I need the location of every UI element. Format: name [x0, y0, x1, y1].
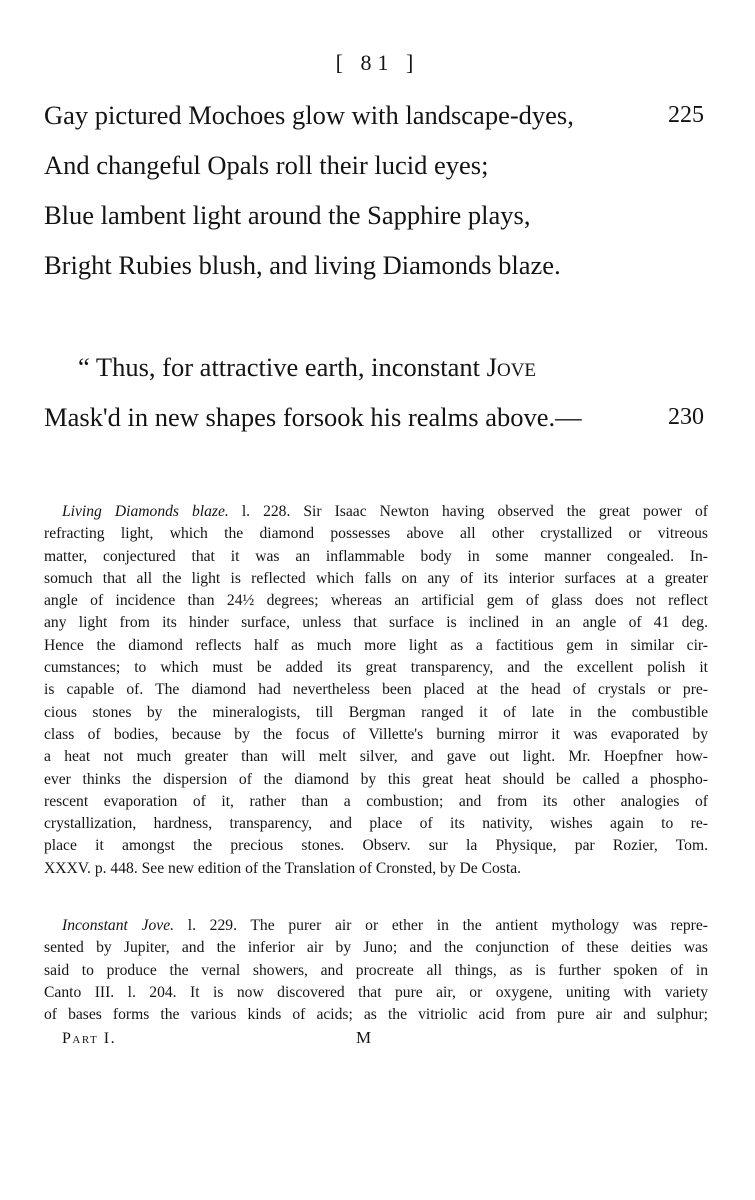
note-line: a heat not much greater than will melt silver, and gave out light. Mr. Hoepfner how-: [44, 748, 708, 766]
verse-line: [44, 400, 704, 434]
note-line: cumstances; to which must be added its great transparency, and the excellent polish it: [44, 659, 708, 677]
note-line: ever thinks the dispersion of the diamond by this great heat should be called a phospho-: [44, 770, 708, 788]
verse-line: [78, 350, 704, 384]
note-line: somuch that all the light is reflected which falls on any of its interior surfaces at a greater: [44, 569, 708, 587]
note-line: said to produce the vernal showers, and procreate all things, as is further spoken of in: [44, 961, 708, 979]
note-line: rescent evaporation of it, rather than a combustion; and from its other analogies of: [44, 792, 708, 810]
note-line: Living Diamonds blaze. l. 228. Sir Isaac Newton having observed the great power of: [62, 503, 708, 520]
note-line: place it amongst the precious stones. Observ. sur la Physique, par Rozier, Tom.: [44, 837, 708, 855]
footnote-jove: [44, 915, 708, 1026]
footnote-diamonds: [44, 501, 708, 880]
verse-line: [44, 198, 704, 232]
note-line: refracting light, which the diamond possesses above all other crystallized or vitreous: [44, 525, 708, 543]
page-number: [ 81 ]: [335, 50, 420, 75]
note-line: class of bodies, because by the focus of Villette's burning mirror it was evaporated by: [44, 725, 708, 743]
note-line: XXXV. p. 448. See new edition of the Translation of Cronsted, by De Costa.: [44, 859, 522, 877]
note-line: cious stones by the mineralogists, till Bergman ranged it of late in the combustible: [44, 703, 708, 721]
note-line: of bases forms the various kinds of acids; as the vitriolic acid from pure air and sulphur;: [44, 1006, 708, 1024]
verse-text: Bright Rubies blush, and living Diamonds blaze.: [44, 250, 561, 280]
note-line: sented by Jupiter, and the inferior air by Juno; and the conjunction of these deities was: [44, 939, 708, 957]
signature-mark: M: [356, 1028, 372, 1047]
line-number: 225: [668, 102, 704, 128]
verse-text: Blue lambent light around the Sapphire plays,: [44, 200, 531, 230]
note-line: angle of incidence than 24½ degrees; whereas an artificial gem of glass does not reflect: [44, 592, 708, 610]
note-lemma: Living Diamonds blaze.: [62, 503, 229, 520]
note-lemma: Inconstant Jove.: [62, 917, 175, 934]
verse-smallcaps-word: Jove: [486, 352, 537, 382]
note-line: Hence the diamond reflects half as much more light as a factitious gem in similar cir-: [44, 636, 708, 654]
verse-line: [44, 148, 704, 182]
verse-text: Mask'd in new shapes forsook his realms above.—: [44, 402, 582, 432]
line-number: 230: [668, 404, 704, 430]
verse-line: [44, 248, 704, 282]
verse-text: And changeful Opals roll their lucid eyes;: [44, 150, 489, 180]
note-line: matter, conjectured that it was an inflammable body in some manner congealed. In-: [44, 547, 708, 565]
verse-line: [44, 98, 704, 132]
verse-text: “ Thus, for attractive earth, inconstant: [78, 352, 481, 382]
note-line: crystallization, hardness, transparency, and place of its nativity, wishes again to re-: [44, 815, 708, 833]
part-label: Part I.: [62, 1030, 117, 1047]
note-line: is capable of. The diamond had nevertheless been placed at the head of crystals or pre-: [44, 681, 708, 699]
note-line: any light from its hinder surface, unless that surface is inclined in an angle of 41 deg.: [44, 614, 708, 632]
note-line: Canto III. l. 204. It is now discovered that pure air, or oxygene, uniting with variety: [44, 983, 708, 1001]
verse-text: Gay pictured Mochoes glow with landscape-dyes,: [44, 100, 574, 130]
note-line: Inconstant Jove. l. 229. The purer air or ether in the antient mythology was repre-: [62, 917, 708, 934]
